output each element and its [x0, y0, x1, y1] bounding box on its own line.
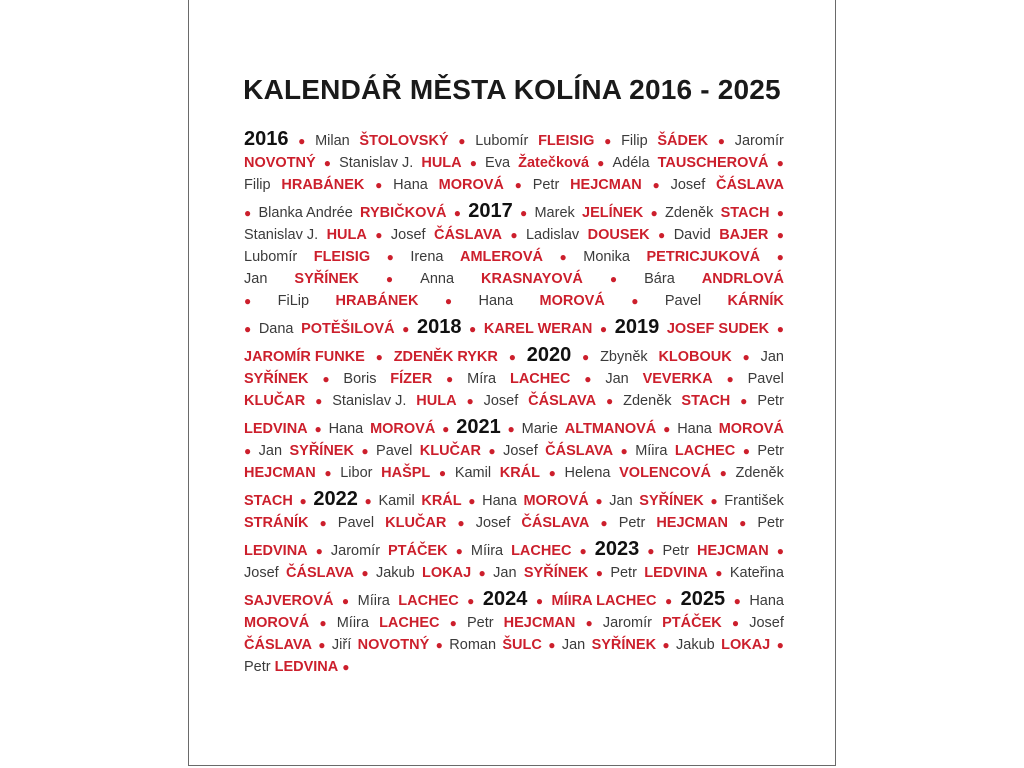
given-name: Marek	[534, 205, 575, 221]
surname: LEDVINA	[244, 421, 308, 437]
text-line	[244, 268, 784, 290]
given-name: Josef	[483, 393, 519, 409]
given-name: Míira	[635, 443, 668, 459]
surname: SYŘÍNEK	[523, 565, 589, 581]
surname: ČÁSLAVA	[716, 177, 784, 193]
given-name: Marie	[521, 421, 558, 437]
text-line	[244, 562, 784, 584]
given-name: Petr	[466, 615, 494, 631]
bullet-icon: ●	[324, 466, 332, 480]
bullet-icon: ●	[733, 594, 741, 608]
year-heading: 2023	[594, 538, 640, 560]
surname: KAREL WERAN	[483, 321, 593, 337]
bullet-icon: ●	[584, 372, 592, 386]
text-line	[244, 390, 784, 412]
given-name: Filip	[244, 177, 271, 193]
given-name: Blanka Andrée	[258, 205, 353, 221]
surname: ČÁSLAVA	[528, 393, 597, 409]
bullet-icon: ●	[647, 544, 655, 558]
given-name: Jan	[244, 271, 268, 287]
name-list	[244, 124, 784, 678]
text-line	[244, 124, 784, 152]
surname: ANDRLOVÁ	[701, 271, 784, 287]
surname: ŠÁDEK	[657, 133, 709, 149]
text-line	[244, 368, 784, 390]
year-heading: 2020	[526, 344, 572, 366]
given-name: Kamil	[454, 465, 492, 481]
year-heading: 2022	[313, 488, 358, 510]
given-name: Zdeněk	[735, 465, 784, 481]
given-name: Josef	[390, 227, 426, 243]
given-name: Stanislav J.	[332, 393, 407, 409]
bullet-icon: ●	[776, 544, 784, 558]
surname: ALTMANOVÁ	[564, 421, 657, 437]
surname: KLUČAR	[244, 393, 306, 409]
bullet-icon: ●	[650, 206, 658, 220]
year-heading: 2021	[456, 416, 501, 438]
surname: VOLENCOVÁ	[619, 465, 711, 481]
given-name: Pavel	[664, 293, 702, 309]
surname: SYŘÍNEK	[639, 493, 704, 509]
given-name: Jaromír	[602, 615, 652, 631]
given-name: Jakub	[375, 565, 415, 581]
given-name: Helena	[564, 465, 611, 481]
bullet-icon: ●	[375, 228, 383, 242]
given-name: Jaromír	[330, 543, 381, 559]
surname: HEJCMAN	[656, 515, 729, 531]
given-name: Petr	[662, 543, 690, 559]
surname: ČÁSLAVA	[244, 637, 312, 653]
text-line	[244, 484, 784, 512]
surname: SYŘÍNEK	[244, 371, 309, 387]
given-name: Jan	[760, 349, 784, 365]
surname: NOVOTNÝ	[244, 155, 316, 171]
text-line	[244, 634, 784, 656]
bullet-icon: ●	[740, 394, 748, 408]
bullet-icon: ●	[742, 350, 750, 364]
given-name: Petr	[757, 443, 784, 459]
bullet-icon: ●	[467, 594, 475, 608]
given-name: Milan	[315, 133, 350, 149]
bullet-icon: ●	[604, 134, 612, 148]
surname: BAJER	[719, 227, 769, 243]
bullet-icon: ●	[435, 638, 443, 652]
surname: HULA	[326, 227, 367, 243]
surname: MOROVÁ	[244, 615, 310, 631]
calendar-card	[188, 0, 836, 766]
given-name: Míira	[336, 615, 369, 631]
bullet-icon: ●	[457, 516, 465, 530]
surname: LACHEC	[511, 543, 572, 559]
bullet-icon: ●	[442, 422, 450, 436]
text-line	[244, 290, 784, 312]
bullet-icon: ●	[652, 178, 660, 192]
surname: HRABÁNEK	[335, 293, 419, 309]
given-name: Hana	[749, 593, 784, 609]
bullet-icon: ●	[719, 466, 727, 480]
given-name: Petr	[532, 177, 560, 193]
bullet-icon: ●	[663, 422, 671, 436]
bullet-icon: ●	[453, 206, 462, 220]
given-name: Kamil	[378, 493, 415, 509]
bullet-icon: ●	[455, 544, 463, 558]
given-name: Jan	[605, 371, 629, 387]
given-name: Stanislav J.	[339, 155, 414, 171]
given-name: Bára	[644, 271, 675, 287]
given-name: Stanislav J.	[244, 227, 319, 243]
bullet-icon: ●	[579, 544, 587, 558]
bullet-icon: ●	[488, 444, 496, 458]
given-name: Jan	[609, 493, 633, 509]
given-name: Zdeněk	[623, 393, 672, 409]
bullet-icon: ●	[585, 616, 593, 630]
bullet-icon: ●	[742, 444, 750, 458]
bullet-icon: ●	[386, 250, 394, 264]
bullet-icon: ●	[466, 394, 474, 408]
bullet-icon: ●	[315, 394, 323, 408]
surname: KRÁL	[499, 465, 540, 481]
text-line	[244, 462, 784, 484]
surname: KÁRNÍK	[727, 293, 784, 309]
bullet-icon: ●	[402, 322, 410, 336]
surname: RYBIČKOVÁ	[360, 205, 447, 221]
text-line	[244, 612, 784, 634]
bullet-icon: ●	[731, 616, 740, 630]
year-heading: 2016	[244, 128, 289, 150]
surname: Žatečková	[518, 155, 590, 171]
surname: MÍIRA LACHEC	[551, 593, 657, 609]
bullet-icon: ●	[323, 156, 332, 170]
bullet-icon: ●	[609, 272, 618, 286]
bullet-icon: ●	[458, 134, 466, 148]
given-name: Pavel	[747, 371, 784, 387]
given-name: Hana	[328, 421, 364, 437]
bullet-icon: ●	[449, 616, 457, 630]
text-line	[244, 312, 784, 340]
bullet-icon: ●	[559, 250, 567, 264]
given-name: Anna	[420, 271, 455, 287]
bullet-icon: ●	[361, 566, 369, 580]
text-line	[244, 440, 784, 462]
bullet-icon: ●	[375, 350, 383, 364]
surname: KLOBOUK	[658, 349, 732, 365]
surname: HAŠPL	[381, 465, 431, 481]
given-name: Josef	[749, 615, 784, 631]
surname: LACHEC	[509, 371, 571, 387]
year-heading: 2025	[680, 588, 726, 610]
bullet-icon: ●	[595, 566, 603, 580]
year-heading: 2017	[468, 200, 513, 222]
given-name: Jan	[561, 637, 586, 653]
surname: NOVOTNÝ	[357, 637, 430, 653]
surname: JAROMÍR FUNKE	[244, 349, 365, 365]
surname: POTĚŠILOVÁ	[301, 321, 395, 337]
given-name: Monika	[583, 249, 630, 265]
surname: LOKAJ	[422, 565, 472, 581]
bullet-icon: ●	[776, 156, 784, 170]
bullet-icon: ●	[606, 394, 614, 408]
given-name: Jaromír	[734, 133, 784, 149]
surname: SYŘÍNEK	[294, 271, 359, 287]
surname: LOKAJ	[721, 637, 771, 653]
given-name: Lubomír	[244, 249, 298, 265]
surname: ŠTOLOVSKÝ	[359, 133, 449, 149]
surname: FLEISIG	[538, 133, 595, 149]
surname: ČÁSLAVA	[433, 227, 502, 243]
bullet-icon: ●	[342, 660, 350, 674]
given-name: Filip	[621, 133, 648, 149]
bullet-icon: ●	[776, 638, 784, 652]
surname: JELÍNEK	[582, 205, 644, 221]
given-name: Roman	[449, 637, 497, 653]
bullet-icon: ●	[244, 444, 252, 458]
surname: HULA	[421, 155, 462, 171]
given-name: Jan	[493, 565, 517, 581]
bullet-icon: ●	[662, 638, 670, 652]
surname: KLUČAR	[385, 515, 447, 531]
bullet-icon: ●	[315, 544, 323, 558]
surname: FLEISIG	[313, 249, 371, 265]
year-heading: 2018	[416, 316, 462, 338]
bullet-icon: ●	[469, 322, 477, 336]
bullet-icon: ●	[739, 516, 747, 530]
surname: ČÁSLAVA	[521, 515, 590, 531]
bullet-icon: ●	[375, 178, 383, 192]
text-line	[244, 246, 784, 268]
bullet-icon: ●	[244, 206, 252, 220]
bullet-icon: ●	[446, 372, 454, 386]
bullet-icon: ●	[717, 134, 726, 148]
surname: KRASNAYOVÁ	[481, 271, 583, 287]
given-name: Petr	[244, 659, 271, 675]
surname: SYŘÍNEK	[289, 443, 354, 459]
surname: TAUSCHEROVÁ	[657, 155, 769, 171]
given-name: František	[724, 493, 784, 509]
given-name: Jiří	[331, 637, 352, 653]
bullet-icon: ●	[600, 516, 608, 530]
bullet-icon: ●	[776, 228, 784, 242]
surname: ČÁSLAVA	[286, 565, 354, 581]
bullet-icon: ●	[444, 294, 453, 308]
bullet-icon: ●	[664, 594, 673, 608]
bullet-icon: ●	[364, 494, 372, 508]
surname: MOROVÁ	[539, 293, 605, 309]
given-name: Hana	[677, 421, 712, 437]
given-name: Josef	[503, 443, 538, 459]
given-name: Lubomír	[475, 133, 529, 149]
surname: HEJCMAN	[503, 615, 576, 631]
bullet-icon: ●	[631, 294, 639, 308]
bullet-icon: ●	[508, 350, 516, 364]
bullet-icon: ●	[318, 638, 326, 652]
bullet-icon: ●	[319, 616, 327, 630]
bullet-icon: ●	[361, 444, 369, 458]
surname: STACH	[681, 393, 731, 409]
given-name: Libor	[340, 465, 373, 481]
given-name: Ladislav	[525, 227, 580, 243]
text-line	[244, 412, 784, 440]
given-name: Kateřina	[729, 565, 784, 581]
given-name: Zdeněk	[664, 205, 714, 221]
bullet-icon: ●	[385, 272, 394, 286]
surname: JOSEF SUDEK	[666, 321, 770, 337]
given-name: Zbyněk	[600, 349, 648, 365]
bullet-icon: ●	[341, 594, 350, 608]
given-name: Míira	[470, 543, 504, 559]
bullet-icon: ●	[595, 494, 603, 508]
given-name: Pavel	[376, 443, 413, 459]
surname: LEDVINA	[644, 565, 708, 581]
bullet-icon: ●	[514, 178, 522, 192]
given-name: Petr	[757, 515, 784, 531]
surname: STRÁNÍK	[244, 515, 309, 531]
bullet-icon: ●	[548, 638, 556, 652]
surname: KLUČAR	[419, 443, 481, 459]
text-line	[244, 340, 784, 368]
given-name: Míira	[357, 593, 390, 609]
surname: ČÁSLAVA	[545, 443, 614, 459]
surname: PETRICJUKOVÁ	[646, 249, 761, 265]
text-line	[244, 656, 784, 678]
given-name: Míra	[467, 371, 497, 387]
surname: MOROVÁ	[718, 421, 784, 437]
text-line	[244, 196, 784, 224]
bullet-icon: ●	[597, 156, 605, 170]
surname: MOROVÁ	[438, 177, 504, 193]
given-name: Eva	[485, 155, 511, 171]
bullet-icon: ●	[468, 494, 476, 508]
given-name: Josef	[244, 565, 279, 581]
surname: AMLEROVÁ	[459, 249, 543, 265]
given-name: David	[673, 227, 711, 243]
bullet-icon: ●	[510, 228, 518, 242]
surname: LEDVINA	[274, 659, 339, 675]
bullet-icon: ●	[519, 206, 528, 220]
bullet-icon: ●	[314, 422, 322, 436]
bullet-icon: ●	[776, 206, 784, 220]
surname: HEJCMAN	[697, 543, 769, 559]
given-name: Petr	[757, 393, 784, 409]
bullet-icon: ●	[620, 444, 628, 458]
surname: PTÁČEK	[388, 543, 448, 559]
bullet-icon: ●	[244, 322, 252, 336]
bullet-icon: ●	[548, 466, 556, 480]
given-name: Hana	[393, 177, 428, 193]
surname: DOUSEK	[587, 227, 650, 243]
given-name: Boris	[343, 371, 377, 387]
given-name: Dana	[258, 321, 294, 337]
given-name: FiLip	[277, 293, 310, 309]
bullet-icon: ●	[322, 372, 330, 386]
bullet-icon: ●	[319, 516, 327, 530]
bullet-icon: ●	[478, 566, 486, 580]
given-name: Jakub	[676, 637, 715, 653]
bullet-icon: ●	[535, 594, 544, 608]
year-heading: 2024	[482, 588, 528, 610]
given-name: Hana	[478, 293, 514, 309]
surname: LACHEC	[674, 443, 736, 459]
bullet-icon: ●	[438, 466, 447, 480]
given-name: Jan	[258, 443, 283, 459]
surname: MOROVÁ	[370, 421, 436, 437]
given-name: Pavel	[337, 515, 375, 531]
bullet-icon: ●	[244, 294, 252, 308]
text-line	[244, 584, 784, 612]
given-name: Irena	[410, 249, 444, 265]
surname: HEJCMAN	[570, 177, 642, 193]
text-line	[244, 174, 784, 196]
surname: HRABÁNEK	[281, 177, 365, 193]
surname: MOROVÁ	[523, 493, 589, 509]
surname: STACH	[720, 205, 770, 221]
surname: HULA	[416, 393, 457, 409]
bullet-icon: ●	[710, 494, 718, 508]
surname: ŠULC	[502, 637, 542, 653]
given-name: Josef	[475, 515, 511, 531]
surname: SAJVEROVÁ	[244, 593, 334, 609]
bullet-icon: ●	[726, 372, 734, 386]
bullet-icon: ●	[469, 156, 477, 170]
bullet-icon: ●	[507, 422, 515, 436]
text-line	[244, 534, 784, 562]
surname: FÍZER	[390, 371, 433, 387]
given-name: Hana	[482, 493, 517, 509]
given-name: Adéla	[612, 155, 650, 171]
bullet-icon: ●	[299, 494, 307, 508]
surname: ZDENĚK RYKR	[393, 349, 498, 365]
bullet-icon: ●	[599, 322, 608, 336]
surname: LACHEC	[379, 615, 440, 631]
surname: HEJCMAN	[244, 465, 316, 481]
surname: STACH	[244, 493, 293, 509]
given-name: Petr	[610, 565, 637, 581]
surname: VEVERKA	[642, 371, 713, 387]
year-heading: 2019	[614, 316, 660, 338]
given-name: Petr	[618, 515, 646, 531]
bullet-icon: ●	[776, 322, 784, 336]
given-name: Josef	[670, 177, 706, 193]
bullet-icon: ●	[715, 566, 723, 580]
bullet-icon: ●	[658, 228, 666, 242]
bullet-icon: ●	[776, 250, 784, 264]
bullet-icon: ●	[298, 134, 306, 148]
surname: SYŘÍNEK	[591, 637, 657, 653]
surname: PTÁČEK	[662, 615, 722, 631]
surname: LACHEC	[398, 593, 459, 609]
surname: KRÁL	[421, 493, 462, 509]
page-title: KALENDÁŘ MĚSTA KOLÍNA 2016 - 2025	[243, 74, 781, 105]
surname: LEDVINA	[244, 543, 308, 559]
bullet-icon: ●	[582, 350, 590, 364]
